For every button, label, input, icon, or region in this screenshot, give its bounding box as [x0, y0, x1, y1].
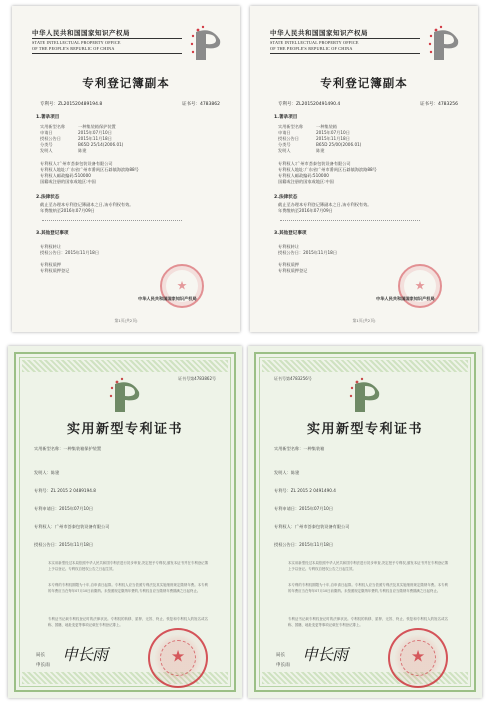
annual-fee-text: 年费缴纳至2016年07月09日	[40, 208, 95, 213]
patent-owner: 专利权人：广州市荟泰包装设备有限公司	[34, 524, 110, 529]
chief-name: 申长雨	[276, 663, 290, 668]
model-name: 实用新型名称：一种集装箱保护装置	[34, 446, 102, 451]
owner-name: 专利权人:广州市荟泰包装设备有限公司	[278, 161, 351, 166]
owner-postcode: 专利权人邮政编码:510000	[40, 173, 91, 178]
owner-address: 专利权人地址:广东省广州市番禺区石碁镇海滨路88号	[278, 167, 377, 172]
patent-number: 专利号：ZL201520489194.8	[40, 102, 103, 107]
section-bibliographic: 1.著录项目	[274, 115, 298, 120]
issuer-footer: 中华人民共和国国家知识产权局	[138, 296, 197, 301]
page-number: 第1页(共2页)	[114, 318, 138, 323]
field-row: 分类号 B65D 25/00(2006.01)	[278, 142, 362, 147]
section-bibliographic: 1.著录项目	[36, 115, 60, 120]
field-row: 发明人 陈建	[40, 148, 87, 153]
director-signature: 申长雨	[62, 645, 108, 664]
chief-name: 申长雨	[36, 663, 50, 668]
field-row: 授权公告日 2015年11月18日	[40, 136, 112, 141]
inventor: 发明人：陈建	[274, 470, 300, 475]
certificate-number: 证书号第4783862号	[178, 376, 216, 381]
field-row: 发明人 陈建	[278, 148, 325, 153]
field-row: 申请日 2015年07月10日	[278, 130, 350, 135]
legal-status-text: 截止至办理本专利登记簿副本之日,该专利权有效。	[278, 202, 372, 207]
field-row: 实用新型名称 一种集装箱	[278, 124, 337, 129]
office-header	[270, 28, 428, 55]
certificate-title: 实用新型专利证书	[306, 422, 423, 437]
utility-model-certificate-2	[248, 346, 482, 698]
application-date: 专利申请日：2015年07月10日	[34, 506, 94, 511]
director-signature: 申长雨	[302, 645, 348, 664]
transfer-label: 专利权转让	[278, 244, 299, 249]
document-title: 专利登记簿副本	[82, 76, 170, 90]
office-header	[32, 28, 190, 55]
sipo-logo-icon	[109, 376, 145, 416]
office-name-en: STATE INTELLECTUAL PROPERTY OFFICE	[270, 40, 359, 45]
certificate-body-3: 专利证书记载专利权登记时的法律状况。专利权的转移、质押、无效、终止、恢复和专利权人的姓名或名称、国籍、地址变更等事项记载在专利登记簿上。	[288, 617, 448, 628]
document-title: 专利登记簿副本	[320, 76, 408, 90]
annual-fee-text: 年费缴纳至2016年07月09日	[278, 208, 333, 213]
field-row: 申请日 2015年07月10日	[40, 130, 112, 135]
certificate-title: 实用新型专利证书	[66, 422, 183, 437]
certificate-body-2: 本专利的专利权期限为十年,自申请日起算。专利权人应当依照专利法及其实施细则规定缴纳年费。本专利的年费应当在每年07月10日前缴纳。未按照规定缴纳年费的,专利权自应当缴纳年费期满之日起终止。	[288, 583, 448, 594]
transfer-date: 授权公告日：2015年11月18日	[40, 250, 100, 255]
official-seal	[148, 628, 208, 688]
page-number: 第1页(共2页)	[352, 318, 376, 323]
grant-date: 授权公告日：2015年11月18日	[274, 542, 334, 547]
office-name-en-2: OF THE PEOPLE'S REPUBLIC OF CHINA	[270, 46, 353, 51]
certificate-body-1: 本实用新型经过本局依照中华人民共和国专利法进行初步审查,决定授予专利权,颁发本证书并在专利登记簿上予以登记。专利权自授权公告之日起生效。	[48, 561, 208, 572]
section-other-records: 3.其他登记事项	[274, 231, 307, 236]
chief-label: 局长	[276, 653, 286, 658]
chief-label: 局长	[36, 653, 46, 658]
office-name-en: STATE INTELLECTUAL PROPERTY OFFICE	[32, 40, 121, 45]
patent-number: 专利号：ZL201520491490.4	[278, 102, 341, 107]
owner-country: 国籍或注册的国家或地区:中国	[278, 179, 334, 184]
office-name-cn: 中华人民共和国国家知识产权局	[270, 29, 368, 37]
certificate-number: 证书号第4783256号	[274, 376, 312, 381]
pledge-value: 专利权质押登记	[278, 268, 308, 273]
certificate-body-3: 专利证书记载专利权登记时的法律状况。专利权的转移、质押、无效、终止、恢复和专利权人的姓名或名称、国籍、地址变更等事项记载在专利登记簿上。	[48, 617, 208, 628]
pledge-label: 专利权质押	[40, 262, 61, 267]
inventor: 发明人：陈建	[34, 470, 60, 475]
field-row: 分类号 B65D 25/14(2006.01)	[40, 142, 124, 147]
owner-name: 专利权人:广州市荟泰包装设备有限公司	[40, 161, 113, 166]
owner-address: 专利权人地址:广东省广州市番禺区石碁镇海滨路88号	[40, 167, 139, 172]
model-name: 实用新型名称：一种集装箱	[274, 446, 325, 451]
certificate-body-1: 本实用新型经过本局依照中华人民共和国专利法进行初步审查,决定授予专利权,颁发本证书并在专利登记簿上予以登记。专利权自授权公告之日起生效。	[288, 561, 448, 572]
application-date: 专利申请日：2015年07月10日	[274, 506, 334, 511]
section-legal-status: 2.法律状态	[274, 195, 298, 200]
certificate-body-2: 本专利的专利权期限为十年,自申请日起算。专利权人应当依照专利法及其实施细则规定缴纳年费。本专利的年费应当在每年07月10日前缴纳。未按照规定缴纳年费的,专利权自应当缴纳年费期满之日起终止。	[48, 583, 208, 594]
patent-number: 专利号：ZL 2015 2 0491490.4	[274, 488, 336, 493]
office-name-cn: 中华人民共和国国家知识产权局	[32, 29, 130, 37]
office-name-en-2: OF THE PEOPLE'S REPUBLIC OF CHINA	[32, 46, 115, 51]
transfer-label: 专利权转让	[40, 244, 61, 249]
sipo-logo-icon	[349, 376, 385, 416]
transfer-date: 授权公告日：2015年11月18日	[278, 250, 338, 255]
section-legal-status: 2.法律状态	[36, 195, 60, 200]
grant-date: 授权公告日：2015年11月18日	[34, 542, 94, 547]
patent-number: 专利号：ZL 2015 2 0489194.8	[34, 488, 96, 493]
legal-status-text: 截止至办理本专利登记簿副本之日,该专利权有效。	[40, 202, 134, 207]
certificate-number: 证书号：4783256	[419, 102, 458, 107]
sipo-logo-icon	[428, 24, 464, 64]
patent-register-copy-2	[250, 6, 478, 332]
issuer-footer: 中华人民共和国国家知识产权局	[376, 296, 435, 301]
patent-register-copy-1	[12, 6, 240, 332]
official-seal	[388, 628, 448, 688]
sipo-logo-icon	[190, 24, 226, 64]
field-row: 授权公告日 2015年11月18日	[278, 136, 350, 141]
field-row: 实用新型名称 一种集装箱保护装置	[40, 124, 116, 129]
pledge-label: 专利权质押	[278, 262, 299, 267]
owner-country: 国籍或注册的国家或地区:中国	[40, 179, 96, 184]
utility-model-certificate-1	[8, 346, 242, 698]
certificate-number: 证书号：4783862	[181, 102, 220, 107]
pledge-value: 专利权质押登记	[40, 268, 70, 273]
owner-postcode: 专利权人邮政编码:510000	[278, 173, 329, 178]
patent-owner: 专利权人：广州市荟泰包装设备有限公司	[274, 524, 350, 529]
section-other-records: 3.其他登记事项	[36, 231, 69, 236]
